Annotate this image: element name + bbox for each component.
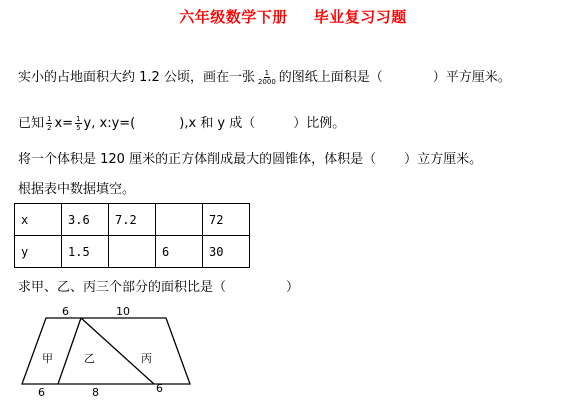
divider-line-right: [81, 318, 154, 384]
table-cell: 72: [203, 204, 250, 236]
q2-text-b: x=: [54, 116, 74, 131]
trapezoid-outline: [22, 318, 190, 384]
table-cell: 6: [156, 236, 203, 268]
region-label-a: 甲: [42, 352, 53, 365]
label-top-right: 10: [116, 305, 130, 318]
table-row: [15, 236, 250, 268]
question-2: [18, 112, 345, 132]
q1-text-a: 实小的占地面积大约 1.2 公顷，画在一张: [18, 70, 255, 85]
table-cell: x: [15, 204, 62, 236]
table-cell: 3.6: [62, 204, 109, 236]
q1-text-c: ）平方厘米。: [432, 70, 511, 85]
table-cell[interactable]: [109, 236, 156, 268]
label-bottom-right: 6: [156, 382, 163, 395]
q1-fraction: [257, 69, 277, 86]
q2-text-e: ）比例。: [293, 116, 346, 131]
q2-text-d: ),x 和 y 成（: [179, 116, 256, 131]
table-cell: 7.2: [109, 204, 156, 236]
label-top-left: 6: [62, 305, 69, 318]
q2-fraction-2: [75, 115, 81, 132]
question-5: [18, 276, 299, 295]
table-row: [15, 204, 250, 236]
title-part-1: 六年级数学下册: [179, 8, 288, 26]
q2-fraction-1: [46, 115, 52, 132]
table-cell: 1.5: [62, 236, 109, 268]
region-label-c: 丙: [141, 352, 152, 365]
table-cell: y: [15, 236, 62, 268]
q1-frac-num: 1: [264, 69, 270, 77]
q3-text-a: 将一个体积是 120 厘米的正方体削成最大的圆锥体，体积是（: [18, 152, 377, 167]
question-4: 根据表中数据填空。: [18, 182, 136, 197]
table-cell[interactable]: [156, 204, 203, 236]
q5-text-b: ）: [286, 280, 300, 295]
q2-f1-den: 2: [47, 124, 52, 132]
trapezoid-figure: [8, 304, 208, 402]
divider-line-left: [58, 318, 81, 384]
title-part-2: 毕业复习习题: [313, 8, 407, 26]
region-label-b: 乙: [84, 352, 95, 365]
q2-text-c: y, x:y=(: [83, 116, 136, 131]
q5-text-a: 求甲、乙、丙三个部分的面积比是（: [18, 280, 227, 295]
label-bottom-left: 6: [38, 386, 45, 399]
question-3: [18, 148, 482, 167]
q3-text-b: ）立方厘米。: [404, 152, 483, 167]
table-cell: 30: [203, 236, 250, 268]
q1-frac-den: 2000: [257, 78, 276, 86]
page-title: [0, 6, 586, 27]
question-1: [18, 66, 511, 86]
q2-text-a: 已知: [18, 116, 45, 131]
q2-f2-den: 5: [76, 124, 81, 132]
data-table: [14, 203, 250, 268]
q2-f1-num: 1: [47, 115, 52, 123]
label-bottom-mid: 8: [92, 386, 99, 399]
q2-f2-num: 1: [76, 115, 81, 123]
q1-text-b: 的图纸上面积是（: [278, 70, 383, 85]
